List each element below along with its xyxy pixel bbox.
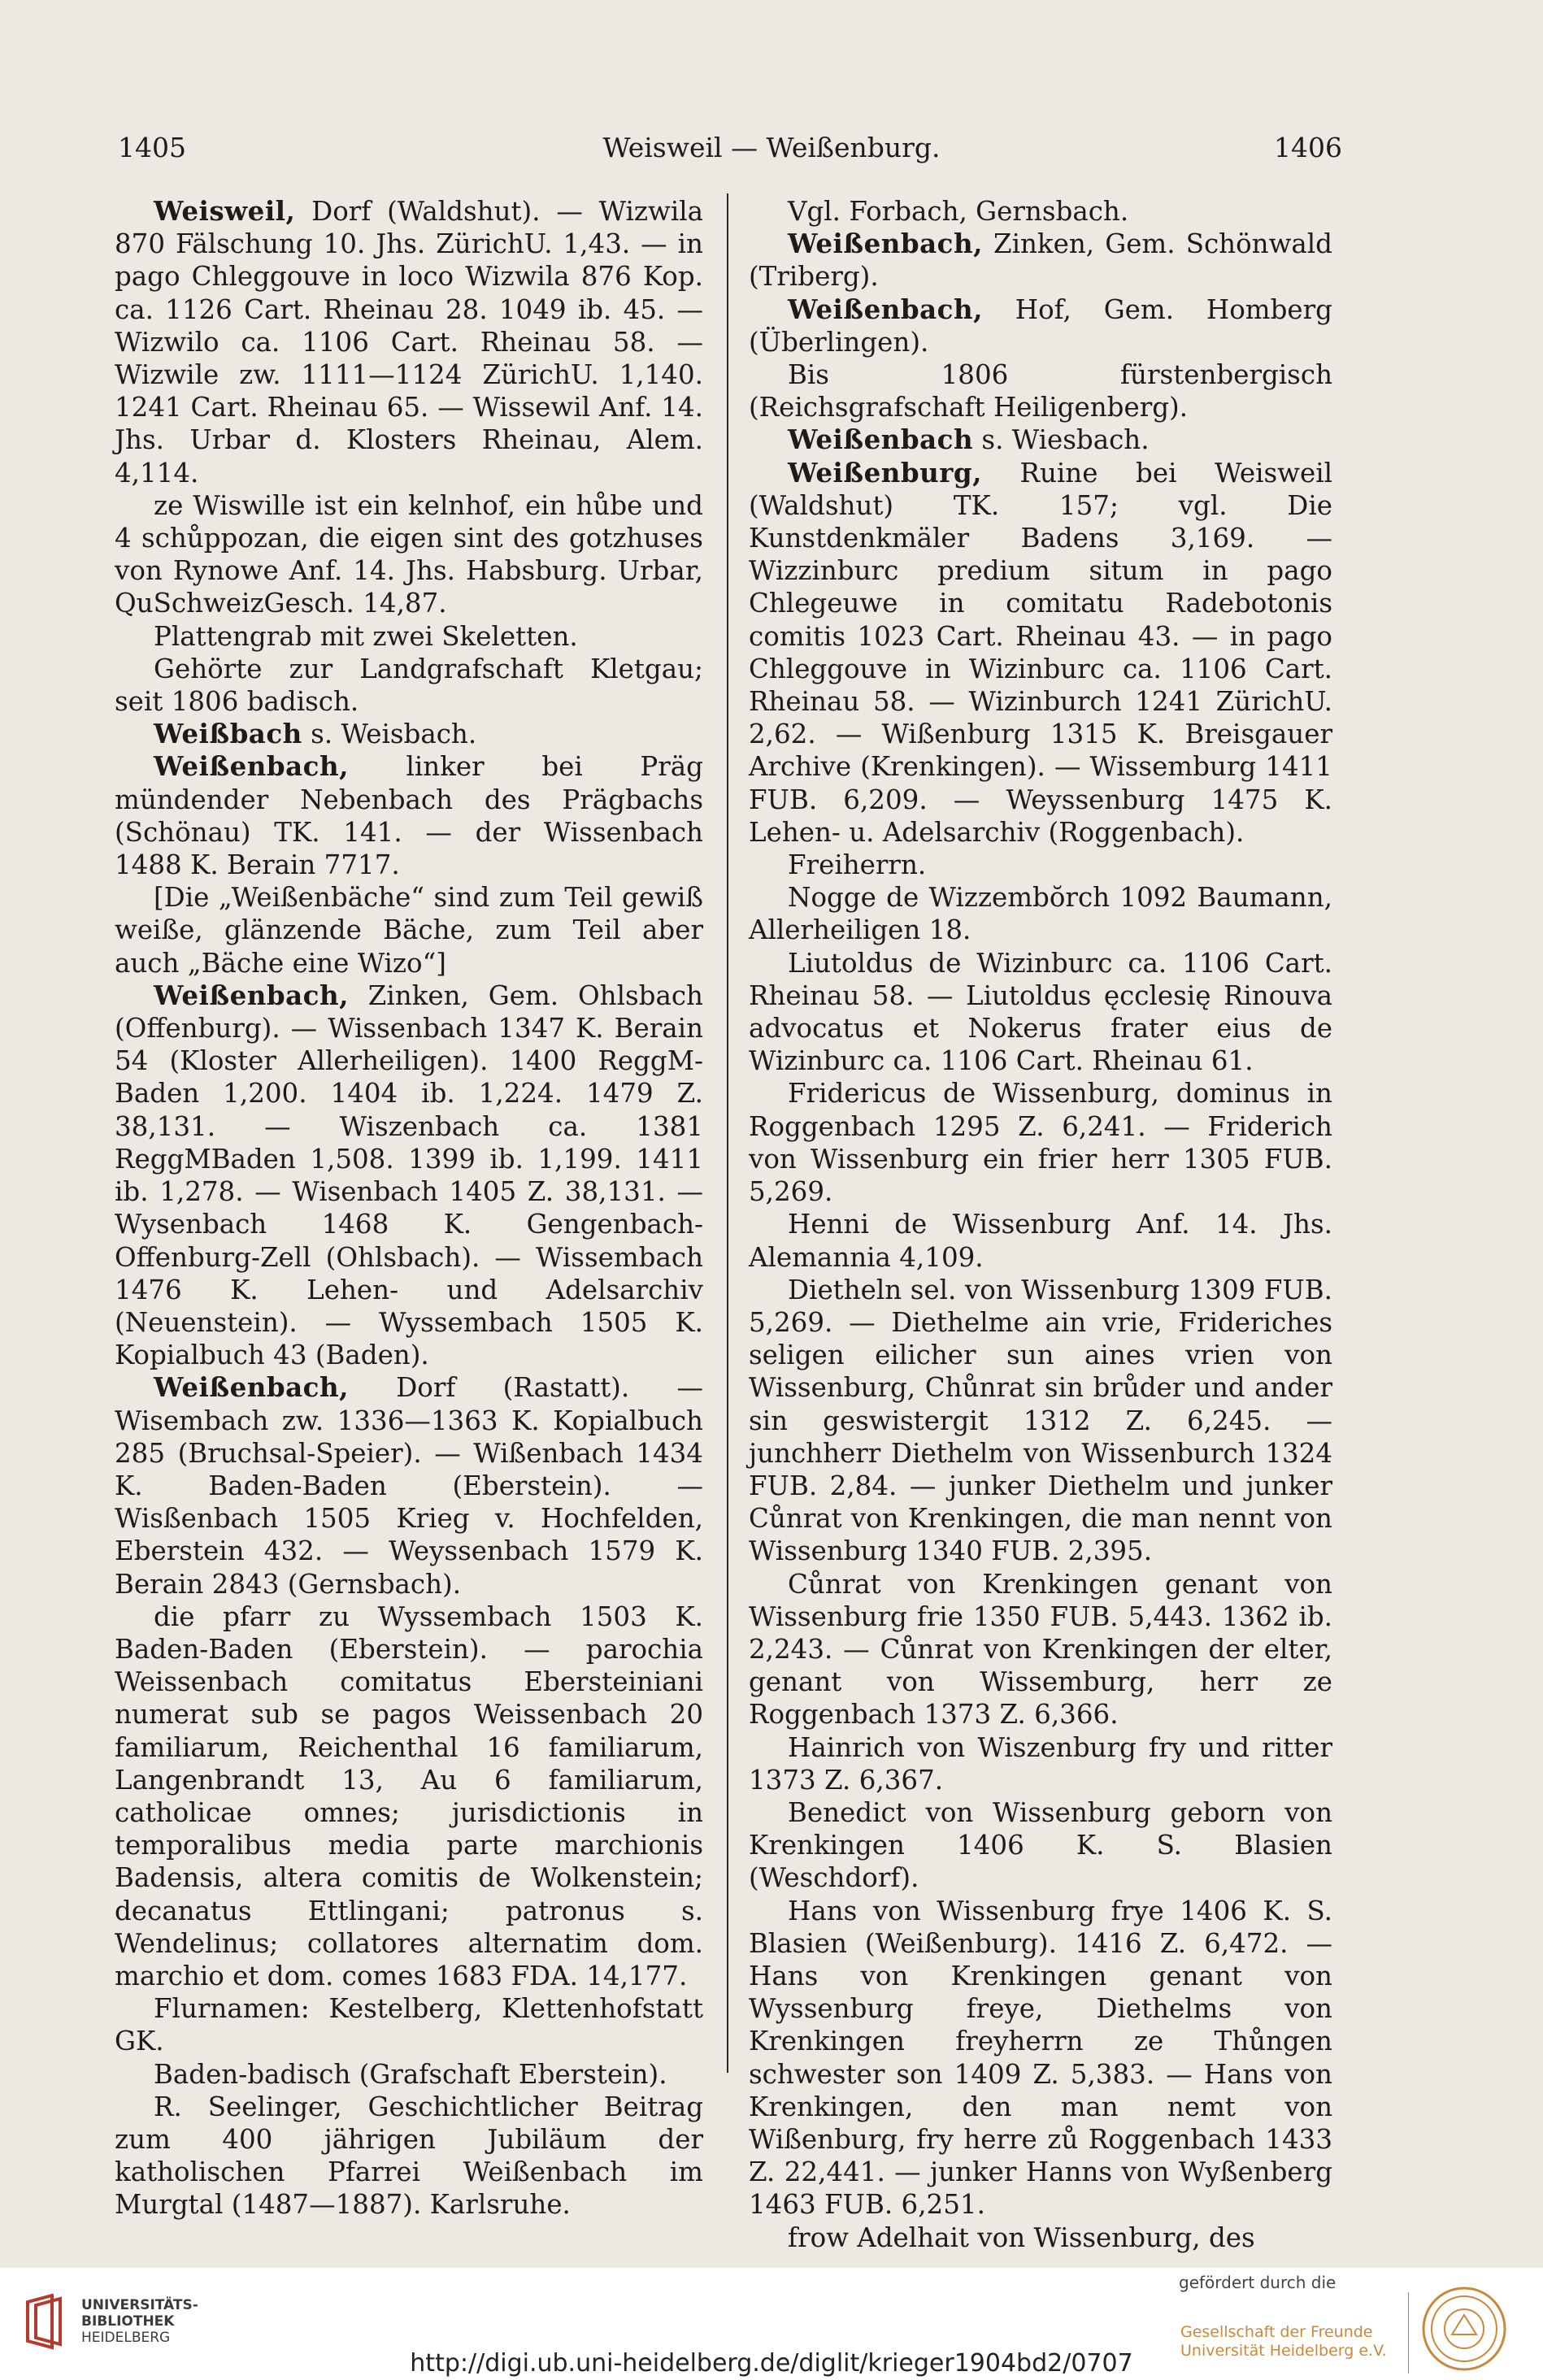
entry-headword: Weißenburg, xyxy=(788,456,982,489)
column-divider xyxy=(727,193,728,2073)
dictionary-entry xyxy=(749,457,1332,849)
entry-paragraph xyxy=(749,881,1332,946)
entry-text: Bis 1806 fürstenbergisch (Reichsgrafschaft Heiligenberg). xyxy=(749,359,1332,423)
entry-text: Benedict von Wissenburg geborn von Krenkingen 1406 K. S. Blasien (Weschdorf). xyxy=(749,1796,1332,1894)
entry-text: Henni de Wissenburg Anf. 14. Jhs. Alemannia 4,109. xyxy=(749,1209,1332,1273)
university-seal-icon xyxy=(1419,2284,1509,2373)
dictionary-entry xyxy=(115,979,703,1371)
dictionary-entry xyxy=(749,228,1332,293)
university-library-logo-icon xyxy=(23,2294,73,2351)
entry-text: Vgl. Forbach, Gernsbach. xyxy=(788,196,1129,227)
entry-text: Fridericus de Wissenburg, dominus in Roggenbach 1295 Z. 6,241. — Friderich von Wissenburg ein frier herr 1305 FUB. 5,269. xyxy=(749,1078,1332,1208)
entry-text: Nogge de Wizzembŏrch 1092 Baumann, Allerheiligen 18. xyxy=(749,882,1332,946)
entry-headword: Weißbach xyxy=(154,718,302,750)
entry-text: Zinken, Gem. Ohlsbach (Offenburg). — Wissenbach 1347 K. Berain 54 (Kloster Allerheiligen). 1400 ReggM-Baden 1,200. 1404 ib. 1,224. 1479 Z. 38,131. — Wiszenbach ca. 1381 ReggMBaden 1,508. 1399 ib. 1,199. 1411 ib. 1,278. — Wisenbach 1405 Z. 38,131. — Wysenbach 1468 K. Gengenbach-Offenburg-Zell (Ohlsbach). — Wissembach 1476 K. Lehen- und Adelsarchiv (Neuenstein). — Wyssembach 1505 K. Kopialbuch 43 (Baden). xyxy=(115,979,703,1371)
entry-headword: Weißenbach, xyxy=(788,293,983,325)
entry-text: R. Seelinger, Geschichtlicher Beitrag zum 400 jährigen Jubiläum der katholischen Pfarrei Weißenbach im Murgtal (1487—1887). Karlsruhe. xyxy=(115,2091,703,2221)
entry-paragraph xyxy=(749,947,1332,1078)
entry-text: die pfarr zu Wyssembach 1503 K. Baden-Baden (Eberstein). — parochia Weissenbach comitatus Ebersteiniani numerat sub se pagos Weissenbach 20 familiarum, Reichenthal 16 familiarum, Langenbrandt 13, Au 6 familiarum, catholicae omnes; jurisdictionis in temporalibus media parte marchionis Badensis, altera comitis de Wolkenstein; decanatus Ettlingani; patronus s. Wendelinus; collatores alternatim dom. marchio et dom. comes 1683 FDA. 14,177. xyxy=(115,1600,703,1991)
entry-paragraph xyxy=(115,620,703,653)
entry-paragraph xyxy=(749,849,1332,881)
entry-paragraph xyxy=(749,1208,1332,1273)
entry-headword: Weißenbach, xyxy=(154,1371,349,1404)
entry-text: Dietheln sel. von Wissenburg 1309 FUB. 5,269. — Diethelme ain vrie, Frideriches seligen eilicher sun aines vrien von Wissenburg, Chůnrat sin brůder und ander sin geswistergit 1312 Z. 6,245. — junchherr Diethelm von Wissenburch 1324 FUB. 2,84. — junker Diethelm und junker Cůnrat von Krenkingen, die man nennt von Wissenburg 1340 FUB. 2,395. xyxy=(749,1274,1332,1567)
permalink-url[interactable]: http://digi.ub.uni-heidelberg.de/diglit/krieger1904bd2/0707 xyxy=(410,2349,1133,2378)
dictionary-entry xyxy=(115,1371,703,1600)
entry-paragraph xyxy=(749,2221,1332,2254)
right-page-number: 1406 xyxy=(1274,132,1342,163)
entry-text: Dorf (Waldshut). — Wizwila 870 Fälschung 10. Jhs. ZürichU. 1,43. — in pago Chleggouve in loco Wizwila 876 Kop. ca. 1126 Cart. Rheinau 28. 1049 ib. 45. — Wizwilo ca. 1106 Cart. Rheinau 58. — Wizwile zw. 1111—1124 ZürichU. 1,140. 1241 Cart. Rheinau 65. — Wissewil Anf. 14. Jhs. Urbar d. Klosters Rheinau, Alem. 4,114. xyxy=(115,196,703,489)
entry-text: Freiherrn. xyxy=(788,849,927,881)
dictionary-entry xyxy=(749,293,1332,358)
entry-paragraph xyxy=(749,195,1332,228)
entry-paragraph xyxy=(749,1895,1332,2221)
entry-text: Hans von Wissenburg frye 1406 K. S. Blasien (Weißenburg). 1416 Z. 6,472. — Hans von Krenkingen genant von Wyssenburg freye, Diethelms von Krenkingen freyherrn ze Thůngen schwester son 1409 Z. 5,383. — Hans von Krenkingen, den man nemt von Wißenburg, fry herre zů Roggenbach 1433 Z. 22,441. — junker Hanns von Wyßenberg 1463 FUB. 6,251. xyxy=(749,1895,1332,2221)
entry-headword: Weißenbach, xyxy=(788,228,983,260)
entry-headword: Weißenbach, xyxy=(154,750,349,783)
dictionary-entry xyxy=(749,423,1332,456)
entry-text: Dorf (Rastatt). — Wisembach zw. 1336—1363 K. Kopialbuch 285 (Bruchsal-Speier). — Wißenbach 1434 K. Baden-Baden (Eberstein). — Wisßenbach 1505 Krieg v. Hochfelden, Eberstein 432. — Weyssenbach 1579 K. Berain 2843 (Gernsbach). xyxy=(115,1372,703,1600)
left-column xyxy=(115,195,703,2221)
funded-by-label: gefördert durch die xyxy=(1179,2273,1337,2292)
entry-paragraph xyxy=(749,1796,1332,1895)
entry-text: [Die „Weißenbäche“ sind zum Teil gewiß weiße, glänzende Bäche, zum Teil aber auch „Bäche eine Wizo“] xyxy=(115,882,703,979)
library-name: UNIVERSITÄTS- BIBLIOTHEK HEIDELBERG xyxy=(81,2297,198,2346)
entry-paragraph xyxy=(749,1274,1332,1568)
entry-text: Hof, Gem. Homberg (Überlingen). xyxy=(749,293,1332,358)
entry-text: Gehörte zur Landgrafschaft Kletgau; seit 1806 badisch. xyxy=(115,653,703,718)
entry-text: Flurnamen: Kestelberg, Klettenhofstatt GK. xyxy=(115,1993,703,2057)
entry-text: Baden-badisch (Grafschaft Eberstein). xyxy=(154,2058,667,2090)
entry-text: frow Adelhait von Wissenburg, des xyxy=(788,2221,1255,2253)
entry-text: s. Wiesbach. xyxy=(973,424,1150,456)
left-page-number: 1405 xyxy=(118,132,186,163)
entry-text: s. Weisbach. xyxy=(302,719,477,750)
entry-paragraph xyxy=(115,1600,703,1992)
entry-paragraph xyxy=(749,1568,1332,1731)
entry-paragraph xyxy=(115,881,703,979)
entry-text: ze Wiswille ist ein kelnhof, ein hůbe und 4 schůppozan, die eigen sint des gotzhuses von Rynowe Anf. 14. Jhs. Habsburg. Urbar, QuSchweizGesch. 14,87. xyxy=(115,489,703,619)
entry-paragraph xyxy=(749,1077,1332,1208)
dictionary-entry xyxy=(115,750,703,881)
dictionary-entry xyxy=(115,718,703,750)
entry-text: Hainrich von Wiszenburg fry und ritter 1373 Z. 6,367. xyxy=(749,1731,1332,1796)
entry-paragraph xyxy=(115,2058,703,2091)
entry-text: Cůnrat von Krenkingen genant von Wissenburg frie 1350 FUB. 5,443. 1362 ib. 2,243. — Cůnrat von Krenkingen der elter, genant von Wissemburg, herr ze Roggenbach 1373 Z. 6,366. xyxy=(749,1568,1332,1731)
entry-text: linker bei Präg mündender Nebenbach des Prägbachs (Schönau) TK. 141. — der Wissenbach 1488 K. Berain 7717. xyxy=(115,751,703,881)
entry-paragraph xyxy=(115,2091,703,2221)
footer-divider xyxy=(1408,2292,1409,2373)
entry-paragraph xyxy=(749,358,1332,423)
entry-text: Ruine bei Weisweil (Waldshut) TK. 157; vgl. Die Kunstdenkmäler Badens 3,169. — Wizzinburc predium situm in pago Chlegeuwe in comitatu Radebotonis comitis 1023 Cart. Rheinau 43. — in pago Chleggouve in Wizinburc ca. 1106 Cart. Rheinau 58. — Wizinburch 1241 ZürichU. 2,62. — Wißenburg 1315 K. Breisgauer Archive (Krenkingen). — Wissemburg 1411 FUB. 6,209. — Weyssenburg 1475 K. Lehen- u. Adelsarchiv (Roggenbach). xyxy=(749,457,1332,848)
entry-text: Plattengrab mit zwei Skeletten. xyxy=(154,620,578,652)
entry-paragraph xyxy=(749,1731,1332,1796)
entry-headword: Weisweil, xyxy=(154,195,296,227)
entry-text: Zinken, Gem. Schönwald (Triberg). xyxy=(749,228,1332,293)
entry-paragraph xyxy=(115,653,703,718)
entry-text: Liutoldus de Wizinburc ca. 1106 Cart. Rheinau 58. — Liutoldus ęcclesię Rinouva advocatus et Nokerus frater eius de Wizinburc ca. 1106 Cart. Rheinau 61. xyxy=(749,947,1332,1077)
dictionary-entry xyxy=(115,195,703,489)
running-title: Weisweil — Weißenburg. xyxy=(602,132,941,163)
right-column xyxy=(749,195,1332,2254)
entry-paragraph xyxy=(115,489,703,620)
society-name: Gesellschaft der Freunde Universität Heidelberg e.V. xyxy=(1180,2323,1387,2360)
entry-paragraph xyxy=(115,1992,703,2057)
entry-headword: Weißenbach, xyxy=(154,979,349,1011)
entry-headword: Weißenbach xyxy=(788,423,974,456)
